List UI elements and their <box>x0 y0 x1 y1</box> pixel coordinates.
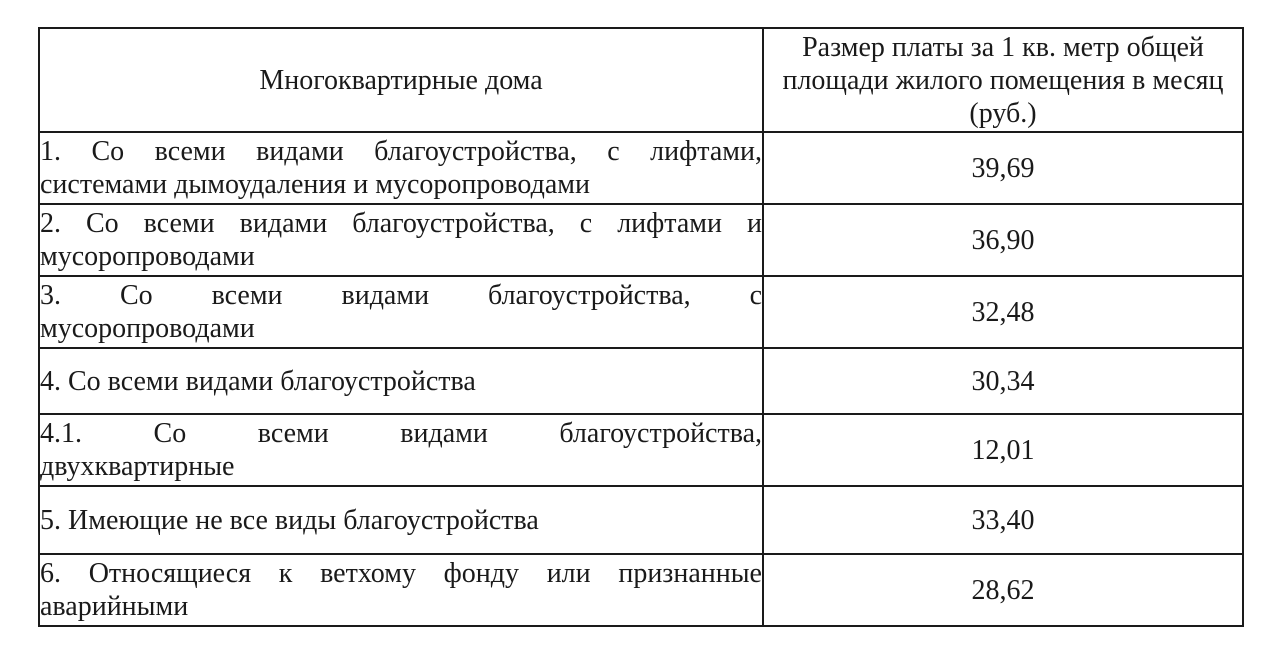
row-value: 30,34 <box>763 348 1243 414</box>
row-description-line: 2. Со всеми видами благоустройства, с лифтами и <box>40 208 762 239</box>
row-description-line: мусоропроводами <box>40 313 255 344</box>
row-description-line: 1. Со всеми видами благоустройства, с лифтами, <box>40 136 762 167</box>
table-row <box>39 132 1243 204</box>
row-description-line: 6. Относящиеся к ветхому фонду или признанные <box>40 558 762 589</box>
table-row <box>39 486 1243 554</box>
row-description <box>39 554 763 626</box>
rates-table <box>38 27 1244 627</box>
row-description-line: системами дымоудаления и мусоропроводами <box>40 169 590 200</box>
table-row <box>39 276 1243 348</box>
row-value: 33,40 <box>763 486 1243 554</box>
row-value: 28,62 <box>763 554 1243 626</box>
row-description <box>39 204 763 276</box>
table-header-row <box>39 28 1243 132</box>
row-value: 12,01 <box>763 414 1243 486</box>
row-description-line: 4. Со всеми видами благоустройства <box>40 365 476 397</box>
row-value: 39,69 <box>763 132 1243 204</box>
row-description-line: двухквартирные <box>40 451 235 482</box>
row-description <box>39 414 763 486</box>
row-description <box>39 486 763 554</box>
table-row <box>39 414 1243 486</box>
table-row <box>39 348 1243 414</box>
row-description-line: 3. Со всеми видами благоустройства, с <box>40 280 762 311</box>
header-buildings: Многоквартирные дома <box>39 28 763 132</box>
row-description <box>39 348 763 414</box>
row-value: 32,48 <box>763 276 1243 348</box>
row-description-line: аварийными <box>40 591 189 622</box>
row-description-line: мусоропроводами <box>40 241 255 272</box>
row-description <box>39 132 763 204</box>
table-row <box>39 204 1243 276</box>
row-description-line: 5. Имеющие не все виды благоустройства <box>40 504 539 536</box>
row-description <box>39 276 763 348</box>
header-rate: Размер платы за 1 кв. метр общей площади жилого помещения в месяц (руб.) <box>763 28 1243 132</box>
table-row <box>39 554 1243 626</box>
row-description-line: 4.1. Со всеми видами благоустройства, <box>40 418 762 449</box>
row-value: 36,90 <box>763 204 1243 276</box>
